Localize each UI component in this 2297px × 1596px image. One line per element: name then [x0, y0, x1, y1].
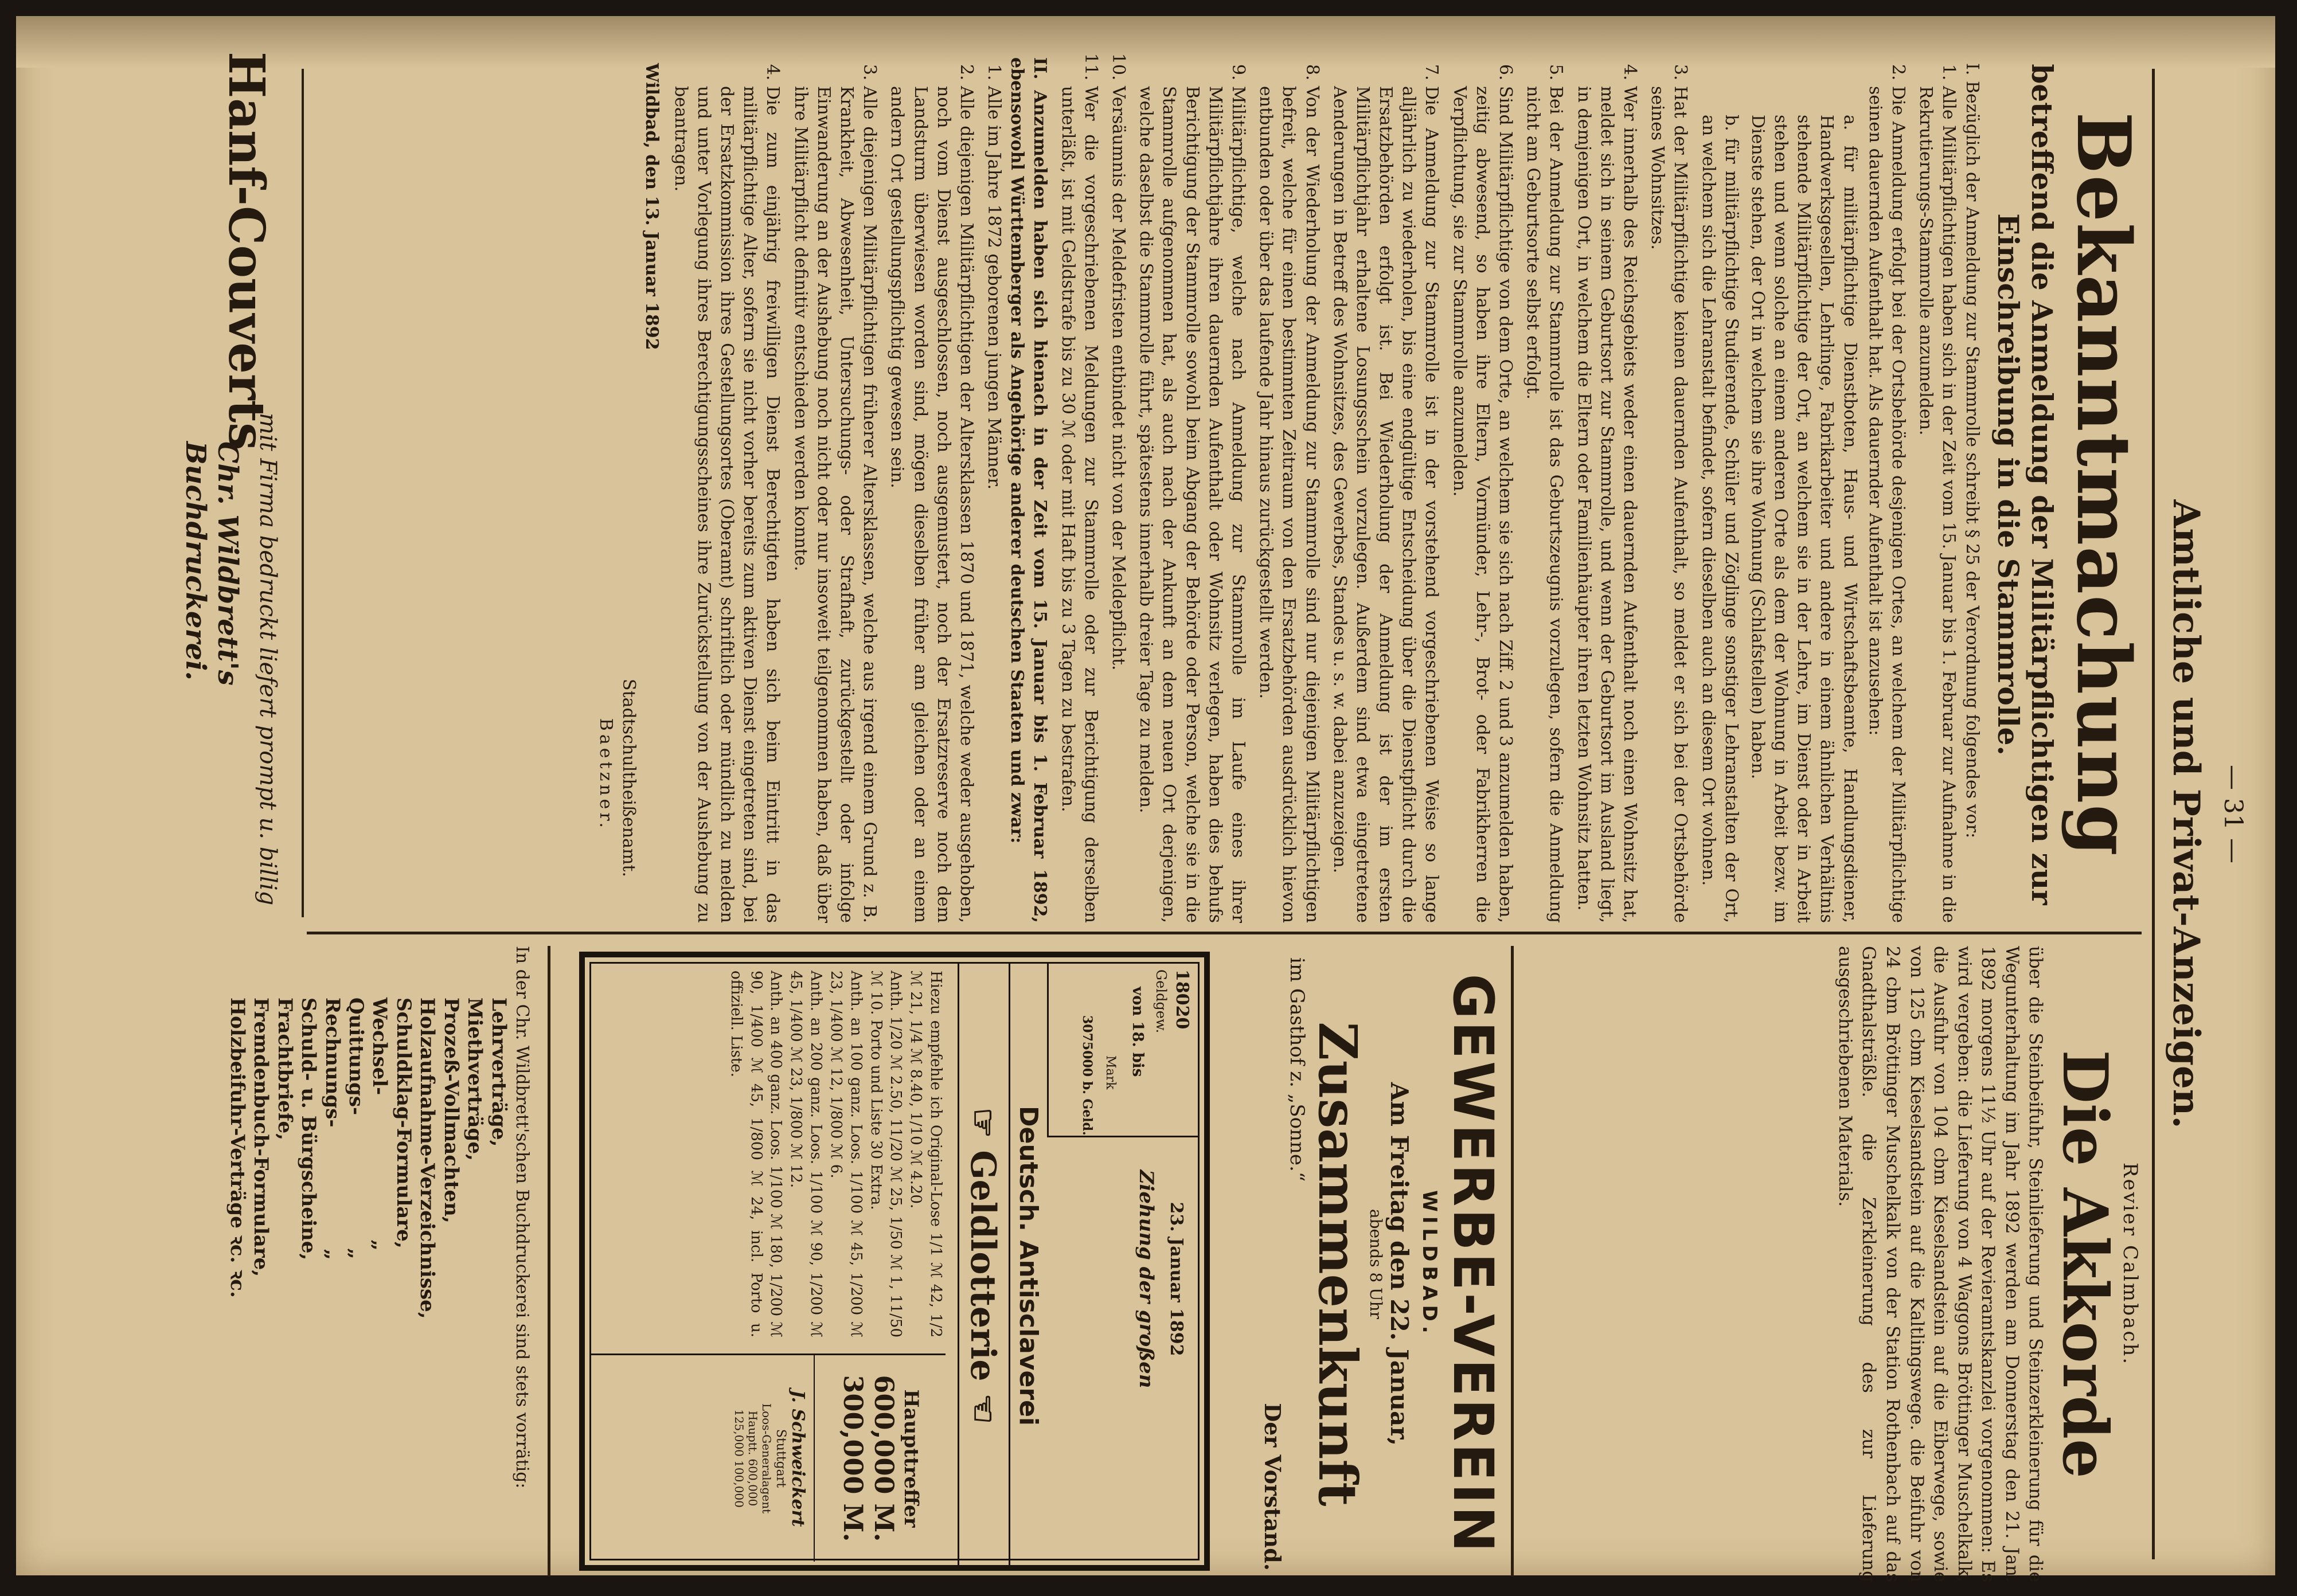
list-item	[344, 998, 368, 1582]
pointing-hand-icon: ☞	[963, 1107, 1003, 1151]
signature-office: Stadtschultheißenamt.	[619, 679, 639, 877]
list-item: 1. Alle Militärpflichtigen haben sich in der Zeit vom 15. Januar bis 1. Februar zur Aufnahme in die Rekrutierungs-Stammrolle anzumelden.	[1914, 86, 1960, 923]
ditto-mark: „	[368, 1239, 392, 1251]
gewerbe-date: Am Freitag den 22. Januar,	[1385, 1082, 1413, 1446]
list-item: 3. Hat der Militärpflichtige keinen dauernden Aufenthalt, so meldet er sich bei der Ortsbehörde seines Wohnsitzes.	[1646, 86, 1692, 923]
hauptreffer-1: 600,000 M.	[869, 1375, 900, 1542]
list-item: Schuld- u. Bürgscheine,	[297, 998, 321, 1261]
list-item	[1696, 86, 1909, 923]
lottery-total: 3075000 b. Geld.	[1080, 1015, 1095, 1136]
list-item: 8. Von der Wiederholung der Anmeldung zur Stammrolle sind nur diejenigen Militärpflichtigen befreit, welche für einen bestimmten Zeitraum von den Ersatzbehörden ausdrücklich hievon entbunden oder über das laufende Jahr hinaus zurückgestellt werden.	[1254, 86, 1323, 923]
list-item	[320, 998, 343, 1582]
hauptreffer-box	[590, 1354, 946, 1562]
vendor-stamp-line: 125,000 100,000	[732, 1409, 746, 1508]
lottery-type	[958, 964, 1003, 1568]
hanf-line-1: mit Firma bedruckt liefert prompt u. billig	[255, 413, 281, 906]
list-item: 1. Alle im Jahre 1872 geborenen jungen Männer.	[982, 86, 1005, 923]
rotated-content	[92, 34, 2271, 1594]
list-item: Frachtbriefe,	[273, 998, 296, 1140]
bekanntmachung-body: I. Bezüglich der Anmeldung zur Stammrolle schreibt § 25 der Verordnung folgendes vor: 1. Alle Militärpflichtigen haben sich in der Zeit vom 15. Januar bis 1. Februar zur Aufnahme in die Rekrutierungs-Stammrolle anzumelden. 2. Die Anmeldung erfolgt bei der Ortsbehörde desjenigen Ortes, an welchem der Militärpflichtige seinen dauernden Aufenthalt hat. Als dauernder Aufenthalt ist anzusehen: a. für militärpflichtige Dienstboten, Haus- und Wirtschaftsbeamte, Handlungsdiener, Handwerksgesellen, Lehrlinge, Fabrikarbeiter und andere in einem ähnlichen Verhältnis stehende Militärpflichtige der Ort, an welchem sie in der Lehre, im Dienst oder in Arbeit stehen und wenn solche an einem anderen Orte als dem der Wohnung in Arbeit bezw. im Dienste stehen, der Ort in welchem sie ihre Wohnung (Schlafstellen) haben. b. für militärpflichtige Studierende, Schüler und Zöglinge sonstiger Lehranstalten der Ort, an welchem sich die Lehranstalt befindet, sofern dieselben auch an diesem Ort wohnen. 3. Hat der Militärpflichtige keinen dauernden Aufenthalt, so meldet er sich bei der Ortsbehörde seines Wohnsitzes. 4. Wer innerhalb des Reichsgebiets weder einen dauernden Aufenthalt noch einen Wohnsitz hat, meldet sich in seinem Geburtsort zur Stammrolle, und wenn der Geburtsort im Ausland liegt, in demjenigen Ort, in welchem die Eltern oder Familienhäupter ihren letzten Wohnsitz hatten. 5. Bei der Anmeldung zur Stammrolle ist das Geburtszeugnis vorzulegen, sofern die Anmeldung nicht am Geburtsorte selbst erfolgt. 6. Sind Militärpflichtige von dem Orte, an welchem sie sich nach Ziff. 2 und 3 anzumelden haben, zeitig abwesend, so haben ihre Eltern, Vormünder, Lehr-, Brot- oder Fabrikherren die Verpflichtung, sie zur Stammrolle anzumelden. 7. Die Anmeldung zur Stammrolle ist in der vorstehend vorgeschriebenen Weise so lange alljährlich zu wiederholen, bis eine endgültige Entscheidung über die Dienstpflicht durch die Ersatzbehörden erfolgt ist. Bei Wiederholung der Anmeldung ist der im ersten Militärpflichtjahr erhaltene Losungsschein vorzulegen. Außerdem sind etwa eingetretene Aenderungen in Betreff des Wohnsitzes, des Gewerbes, Standes u. s. w. dabei anzuzeigen. 8. Von der Wiederholung der Anmeldung zur Stammrolle sind nur diejenigen Militärpflichtigen befreit, welche für einen bestimmten Zeitraum von den Ersatzbehörden ausdrücklich hievon entbunden oder über das laufende Jahr hinaus zurückgestellt werden. 9. Militärpflichtige, welche nach Anmeldung zur Stammrolle im Laufe eines ihrer Militärpflichtjahre ihren dauernden Aufenthalt oder Wohnsitz verlegen, haben dies behufs Berichtigung der Stammrolle sowohl beim Abgang der Behörde oder Person, welche sie in die Stammrolle aufgenommen hat, als auch nach der Ankunft an dem neuen Ort derjenigen, welche daselbst die Stammrolle führt, spätestens innerhalb dreier Tage zu melden. 10. Versäumnis der Meldefristen entbindet nicht von der Meldepflicht. 11. Wer die vorgeschriebenen Meldungen zur Stammrolle oder zur Berichtigung derselben unterläßt, ist mit Geldstrafe bis zu 30 ℳ oder mit Haft bis zu 3 Tagen zu bestrafen. II. Anzumelden haben sich hienach in der Zeit vom 15. Januar bis 1. Februar 1892, ebensowohl Württemberger als Angehörige anderer deutschen Staaten und zwar: 1. Alle im Jahre 1872 geborenen jungen Männer. 2. Alle diejenigen Militärpflichtigen der Altersklassen 1870 und 1871, welche weder ausgehoben, noch vom Dienst ausgeschlossen, noch ausgemustert, noch der Ersatzreserve noch dem Landsturm überwiesen worden sind, mögen dieselben früher am gleichen oder an einem andern Ort gestellungspflichtig gewesen sein. 3. Alle diejenigen Militärpflichtigen früherer Altersklassen, welche aus irgend einem Grund z. B. Krankheit, Abwesenheit, Untersuchungs- oder Strafhaft, zurückgestellt oder infolge Einwanderung an der Aushebung noch nicht oder nur insoweit teilgenommen haben, daß über ihre Militärpflicht definitiv entschieden werden konnte. 4. Die zum einjährig freiwilligen Dienst Berechtigten haben sich beim Eintritt in das militärpflichtige Alter, sofern sie nicht vorher bereits zum aktiven Dienst eingetreten sind, bei der Ersatzkommission ihres Gestellungsortes (Oberamt) schriftlich oder mündlich zu melden und unter Vorlegung ihres Berechtigungsscheines ihre Zurückstellung von der Aushebung zu beantragen. Wildbad, den 13. Januar 1892 Stadtschultheißenamt. Baetzner.	[594, 46, 1983, 923]
list-item	[368, 998, 391, 1582]
bekanntmachung-subtitle-1: betreffend die Anmeldung der Militärpflichtigen zur	[2025, 64, 2059, 905]
list-item: 4. Wer innerhalb des Reichsgebiets weder einen dauernden Aufenthalt noch einen Wohnsitz hat, meldet sich in seinem Geburtsort zur Stammrolle, und wenn der Geburtsort im Ausland liegt, in demjenigen Ort, in welchem die Eltern oder Familienhäupter ihren letzten Wohnsitz hatten.	[1572, 86, 1641, 923]
hanf-couverts-ad	[166, 52, 292, 923]
lottery-price-line: Anth. 1/20 ℳ 2.50, 11/20 ℳ 25, 1/50 ℳ 1, 11/50 ℳ 10. Porto und Liste 30 Extra.	[867, 971, 905, 1337]
header-rule	[2152, 69, 2155, 1559]
gewerbe-place: WILDBAD.	[1418, 1190, 1441, 1338]
hanf-rule	[302, 69, 304, 917]
list-item: Fremdenbuch-Formulare,	[249, 998, 273, 1277]
date-line: Wildbad, den 13. Januar 1892	[642, 63, 662, 350]
lottery-corner-from: von 18. bis	[1129, 987, 1146, 1077]
lottery-name: Deutsch. Antisclaverei	[1009, 964, 1043, 1568]
list-item: Prozeß-Vollmachten,	[439, 998, 463, 1223]
sub-item-a-text: für militärpflichtige Dienstboten, Haus- und Wirtschaftsbeamte, Handlungsdiener, Handwerksgesellen, Lehrlinge, Fabrikarbeiter und andere in einem ähnlichen Verhältnis stehende Militärpflichtige der Ort, an welchem sie in der Lehre, im Dienst oder in Arbeit stehen und wenn solche an einem anderen Orte als dem der Wohnung in Arbeit bezw. im Dienste stehen, der Ort in welchem sie ihre Wohnung (Schlafstellen) haben.	[1747, 115, 1860, 923]
part2-heading: II. Anzumelden haben sich hienach in der Zeit vom 15. Januar bis 1. Februar 1892, ebensowohl Württemberger als Angehörige anderer deutschen Staaten und zwar:	[1007, 57, 1050, 923]
list-item-text: Quittungs-	[345, 998, 368, 1116]
list-item: Holzbeifuhr-Verträge ꝛc. ꝛc.	[225, 998, 249, 1298]
sub-item-b: b. für militärpflichtige Studierende, Schüler und Zöglinge sonstiger Lehranstalten der Ort, an welchem sich die Lehranstalt befindet, sofern dieselben auch an diesem Ort wohnen.	[1698, 115, 1741, 923]
lottery-inner-frame	[589, 962, 1200, 1560]
lottery-corner	[1047, 964, 1198, 1137]
hauptreffer-2: 300,000 M.	[838, 1375, 869, 1542]
signature-name: Baetzner.	[596, 718, 616, 831]
bekanntmachung-title: Bekanntmachung	[2060, 112, 2146, 857]
list-item: 9. Militärpflichtige, welche nach Anmeldung zur Stammrolle im Laufe eines ihrer Militärpflichtjahre ihren dauernden Aufenthalt oder Wohnsitz verlegen, haben dies behufs Berichtigung der Stammrolle sowohl beim Abgang der Behörde oder Person, welche sie in die Stammrolle aufgenommen hat, als auch nach der Ankunft an dem neuen Ort derjenigen, welche daselbst die Stammrolle führt, spätestens innerhalb dreier Tage zu melden.	[1134, 86, 1249, 923]
sub-item-b-text: für militärpflichtige Studierende, Schüler und Zöglinge sonstiger Lehranstalten der Ort, an welchem sich die Lehranstalt befindet, sofern dieselben auch an diesem Ort wohnen.	[1698, 115, 1741, 923]
wildbrett-intro: In der Chr. Wildbrett'schen Buchdruckerei sind stets vorrätig:	[512, 946, 532, 1489]
list-item: 11. Wer die vorgeschriebenen Meldungen zur Stammrolle oder zur Berichtigung derselben unterläßt, ist mit Geldstrafe bis zu 30 ℳ oder mit Haft bis zu 3 Tagen zu bestrafen.	[1056, 86, 1101, 923]
vendor-name: J. Schweickert	[788, 1355, 815, 1562]
list-item: 4. Die zum einjährig freiwilligen Dienst Berechtigten haben sich beim Eintritt in das militärpflichtige Alter, sofern sie nicht vorher bereits zum aktiven Dienst eingetreten sind, bei der Ersatzkommission ihres Gestellungsortes (Oberamt) schriftlich oder mündlich zu melden und unter Vorlegung ihres Berechtigungsscheines ihre Zurückstellung von der Aushebung zu beantragen.	[669, 86, 784, 923]
akkorde-title: Die Akkorde	[2049, 1050, 2121, 1478]
wildbrett-list	[225, 946, 510, 1582]
list-item: 7. Die Anmeldung zur Stammrolle ist in der vorstehend vorgeschriebenen Weise so lange alljährlich zu wiederholen, bis eine endgültige Entscheidung über die Dienstpflicht durch die Ersatzbehörden erfolgt ist. Bei Wiederholung der Anmeldung ist der im ersten Militärpflichtjahr erhaltene Losungsschein vorzulegen. Außerdem sind etwa eingetretene Aenderungen in Betreff des Wohnsitzes, des Gewerbes, Standes u. s. w. dabei anzuzeigen.	[1328, 86, 1443, 923]
akkorde-notice	[1522, 946, 2142, 1582]
gewerbe-time: abends 8 Uhr	[1366, 1208, 1385, 1320]
list-item-text: Rechnungs-	[321, 998, 344, 1128]
gewerbe-signed: Der Vorstand.	[1259, 1403, 1286, 1571]
lottery-draw-header: Ziehung der großen	[1135, 1169, 1158, 1388]
wildbrett-rule	[548, 946, 550, 1577]
hanf-line-2: Chr. Wildbrett's Buchdruckerei.	[179, 441, 244, 686]
page-number: — 31 —	[2218, 765, 2248, 863]
akkorde-body: über die Steinbeifuhr, Steinlieferung und Steinzerkleinerung für die Wegunterhaltung im Jahr 1892 werden am Donnerstag den 21. Jan. 1892 morgens 11½ Uhr auf der Revieramtskanzlei vorgenommen: Es wird vergeben: die Lieferung von 4 Waggons Bröttinger Muschelkalk, die Ausfuhr von 104 cbm Kieselsandstein auf die Eiberwege, sowie von 125 cbm Kieselsandstein auf die Kaltlingswege. die Beifuhr von 24 cbm Bröttinger Muschelkalk von der Station Rothenbach auf das Gnadthalsträßle. die Zerkleinerung des zur Lieferung ausgeschriebenen Materials.	[1834, 946, 2046, 1582]
list-item: 5. Bei der Anmeldung zur Stammrolle ist das Geburtszeugnis vorzulegen, sofern die Anmeldung nicht am Geburtsorte selbst erfolgt.	[1521, 86, 1567, 923]
lottery-price-line: Anth. an 400 ganz. Loos. 1/100 ℳ 180, 1/200 ℳ 90, 1/400 ℳ 45, 1/800 ℳ 24, incl. Porto u. offiziell. Liste.	[727, 971, 785, 1337]
vendor-stamp-line: Hauptt. 600,000	[746, 1410, 760, 1507]
sub-item-a: a. für militärpflichtige Dienstboten, Haus- und Wirtschaftsbeamte, Handlungsdiener, Handwerksgesellen, Lehrlinge, Fabrikarbeiter und andere in einem ähnlichen Verhältnis stehende Militärpflichtige der Ort, an welchem sie in der Lehre, im Dienst oder in Arbeit stehen und wenn solche an einem anderen Orte als dem der Wohnung in Arbeit bezw. im Dienste stehen, der Ort in welchem sie ihre Wohnung (Schlafstellen) haben.	[1747, 115, 1860, 923]
list-item-text: Die Anmeldung erfolgt bei der Ortsbehörde desjenigen Ortes, an welchem der Militärpflichtige seinen dauernden Aufenthalt hat. Als dauernder Aufenthalt ist anzusehen:	[1865, 86, 1909, 923]
list-item: 6. Sind Militärpflichtige von dem Orte, an welchem sie sich nach Ziff. 2 und 3 anzumelden haben, zeitig abwesend, so haben ihre Eltern, Vormünder, Lehr-, Brot- oder Fabrikherren die Verpflichtung, sie zur Stammrolle anzumelden.	[1447, 86, 1517, 923]
hauptreffer-label: Haupttreffer	[900, 1389, 923, 1528]
list-item: 3. Alle diejenigen Militärpflichtigen früherer Altersklassen, welche aus irgend einem Grund z. B. Krankheit, Abwesenheit, Untersuchungs- oder Strafhaft, zurückgestellt oder infolge Einwanderung an der Aushebung noch nicht oder nur insoweit teilgenommen haben, daß über ihre Militärpflicht definitiv entschieden werden konnte.	[788, 86, 881, 923]
gewerbe-title: GEWERBE-VEREIN	[1441, 973, 1505, 1555]
list-item: Lehrverträge,	[487, 998, 510, 1147]
ditto-mark: „	[345, 1247, 368, 1259]
vendor-stamp-line: Loos-Generalagent	[760, 1403, 774, 1514]
list-item: Schuldklag-Formulare,	[392, 998, 415, 1249]
lottery-total-label: Mark	[1103, 1055, 1118, 1090]
bekanntmachung-column	[318, 46, 2146, 923]
lottery-type-text: Geldlotterie	[963, 1150, 1003, 1382]
akkorde-rule	[1511, 946, 1514, 1577]
lottery-ad	[579, 952, 1210, 1571]
lottery-prices	[726, 971, 946, 1337]
lottery-offer: Hiezu empfehle ich Original-Lose 1/1 ℳ 42, 1/2 ℳ 21, 1/4 ℳ 8.40, 1/10 ℳ 4.20.	[907, 971, 944, 1337]
bekanntmachung-intro: Bezüglich der Anmeldung zur Stammrolle schreibt § 25 der Verordnung folgendes vor:	[1962, 80, 1982, 839]
list-item: Holzaufnahme-Verzeichnisse,	[416, 998, 439, 1319]
lottery-corner-label: Geldgew.	[1153, 969, 1169, 1034]
ditto-mark: „	[321, 1249, 344, 1260]
list-item: 2. Alle diejenigen Militärpflichtigen der Altersklassen 1870 und 1871, welche weder ausgehoben, noch vom Dienst ausgeschlossen, noch ausgemustert, noch der Ersatzreserve noch dem Landsturm überwiesen worden sind, mögen dieselben früher am gleichen oder an einem andern Ort gestellungspflichtig gewesen sein.	[885, 86, 978, 923]
lottery-price-line: Anth. an 200 ganz. Loos. 1/100 ℳ 90, 1/200 ℳ 45, 1/400 ℳ 23, 1/800 ℳ 12.	[787, 971, 825, 1337]
lottery-price-line: Anth. an 100 ganz. Loos. 1/100 ℳ 45, 1/200 ℳ 23, 1/400 ℳ 12, 1/800 ℳ 6.	[827, 971, 865, 1337]
section-header: Amtliche und Privat-Anzeigen.	[2165, 499, 2208, 1129]
akkorde-district: Revier Calmbach.	[2119, 1162, 2142, 1366]
list-item-text: Wechsel-	[368, 998, 392, 1096]
bekanntmachung-subtitle-2: Einschreibung in die Stammrolle.	[1991, 213, 2025, 756]
wildbrett-ad	[109, 946, 533, 1582]
column-divider	[307, 932, 2142, 934]
gewerbe-event: Zusammenkunft	[1307, 1022, 1369, 1507]
list-item: 10. Versäumnis der Meldefristen entbindet nicht von der Meldepflicht.	[1107, 86, 1130, 923]
vendor-city: Stuttgart	[774, 1429, 788, 1488]
lottery-corner-number: 18020	[1172, 969, 1192, 1030]
pointing-hand-icon: ☜	[963, 1381, 1003, 1425]
gewerbe-verein-ad	[1241, 946, 1505, 1582]
list-item: Miethverträge,	[463, 998, 487, 1161]
gewerbe-location: im Gasthof z. „Sonne.“	[1285, 957, 1308, 1182]
hanf-headline: Hanf-Couverts	[217, 52, 275, 451]
lottery-corner-date: 23. Januar 1892	[1166, 1202, 1186, 1356]
